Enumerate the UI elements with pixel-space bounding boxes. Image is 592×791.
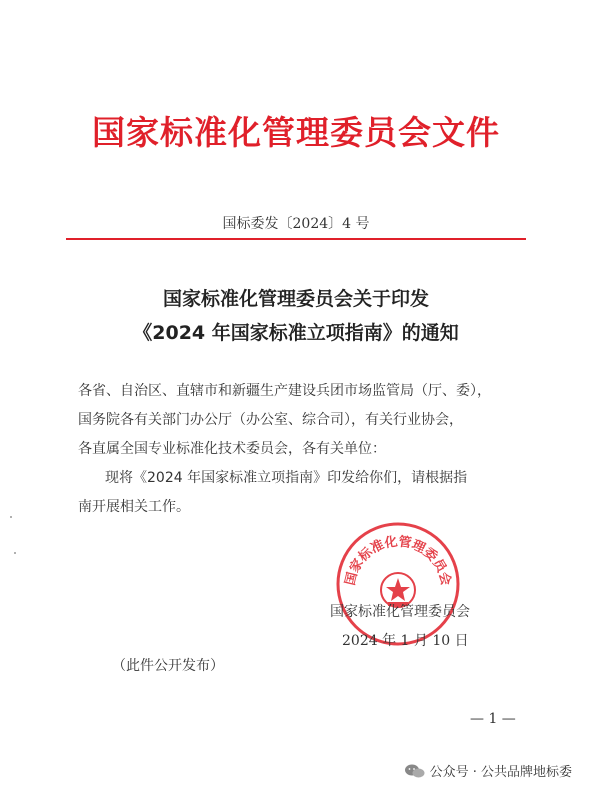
wechat-account-label: 公众号 · 公共品牌地标委 bbox=[429, 765, 572, 780]
issue-date: 2024 年 1 月 10 日 bbox=[342, 633, 469, 649]
body-text-line-2: 南开展相关工作。 bbox=[78, 499, 190, 515]
notice-title-line-2: 《2024 年国家标准立项指南》的通知 bbox=[133, 322, 459, 344]
page-number: — 1 — bbox=[470, 711, 516, 727]
public-release-note: （此件公开发布） bbox=[112, 658, 224, 674]
issuer-name: 国家标准化管理委员会 bbox=[330, 604, 470, 620]
recipient-line-2: 国务院各有关部门办公厅（办公室、综合司），有关行业协会， bbox=[78, 412, 463, 428]
official-seal-stamp bbox=[334, 520, 462, 648]
notice-title-line-1: 国家标准化管理委员会关于印发 bbox=[162, 288, 429, 310]
scan-speck bbox=[10, 516, 12, 518]
recipient-line-3: 各直属全国专业标准化技术委员会，各有关单位： bbox=[78, 441, 386, 457]
document-number: 国标委发〔2024〕4 号 bbox=[222, 216, 370, 232]
recipient-line-1: 各省、自治区、直辖市和新疆生产建设兵团市场监管局（厅、委）， bbox=[78, 383, 491, 399]
document-header-title: 国家标准化管理委员会文件 bbox=[92, 113, 500, 152]
seal-text: 国家标准化管理委员会 bbox=[343, 534, 453, 587]
red-divider-line bbox=[66, 238, 526, 240]
wechat-icon bbox=[404, 763, 426, 779]
wechat-account-footer bbox=[404, 761, 572, 780]
body-text-line-1: 现将《2024 年国家标准立项指南》印发给你们，请根据指 bbox=[105, 470, 468, 486]
scan-speck bbox=[14, 552, 16, 554]
